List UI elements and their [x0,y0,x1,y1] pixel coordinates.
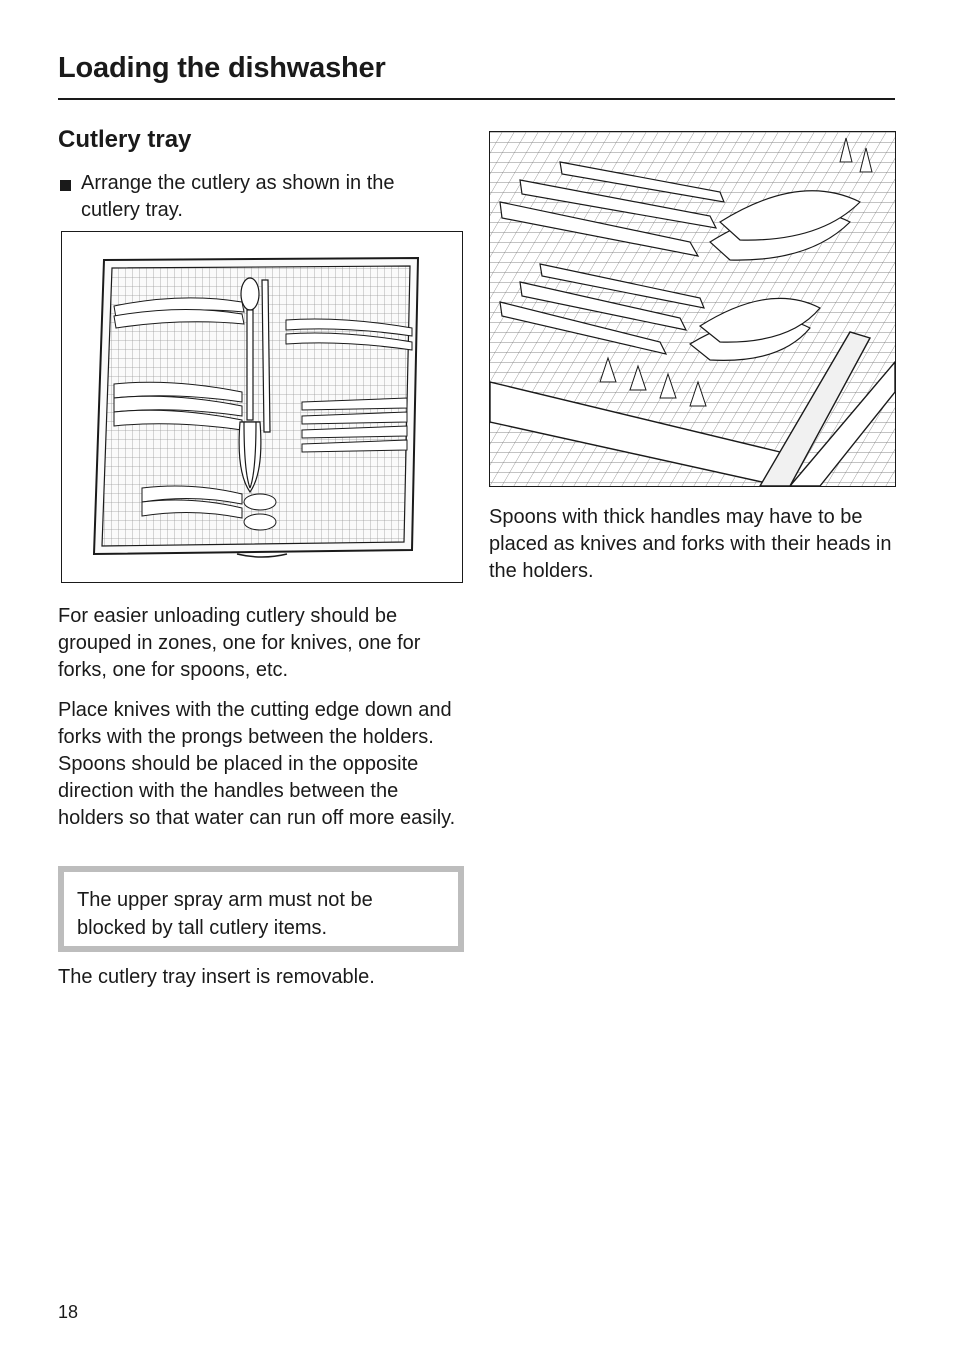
section-heading: Cutlery tray [58,126,192,153]
knives-paragraph: Place knives with the cutting edge down and forks with the prongs between the holders. Spoons should be placed in the opposite direction with the handles between the holders so that water can run off more easily. [58,699,456,829]
warning-note-text: The upper spray arm must not be blocked by tall cutlery items. [77,889,373,939]
cutlery-tray-illustration [61,231,463,583]
holder-closeup-drawing [490,132,895,486]
page-number: 18 [58,1302,79,1322]
cutlery-holder-closeup-illustration [489,131,896,487]
warning-note [58,866,464,952]
instruction-text: Arrange the cutlery as shown in the cutlery tray. [81,172,395,221]
removable-paragraph: The cutlery tray insert is removable. [58,966,375,988]
instruction-bullet [58,170,448,224]
cutlery-tray-drawing [62,232,462,582]
bullet-square-icon [60,180,71,191]
page-title: Loading the dishwasher [58,52,386,84]
spoons-paragraph: Spoons with thick handles may have to be placed as knives and forks with their heads in the holders. [489,506,892,582]
zones-paragraph: For easier unloading cutlery should be grouped in zones, one for knives, one for forks, one for spoons, etc. [58,605,421,681]
title-divider [58,98,895,100]
